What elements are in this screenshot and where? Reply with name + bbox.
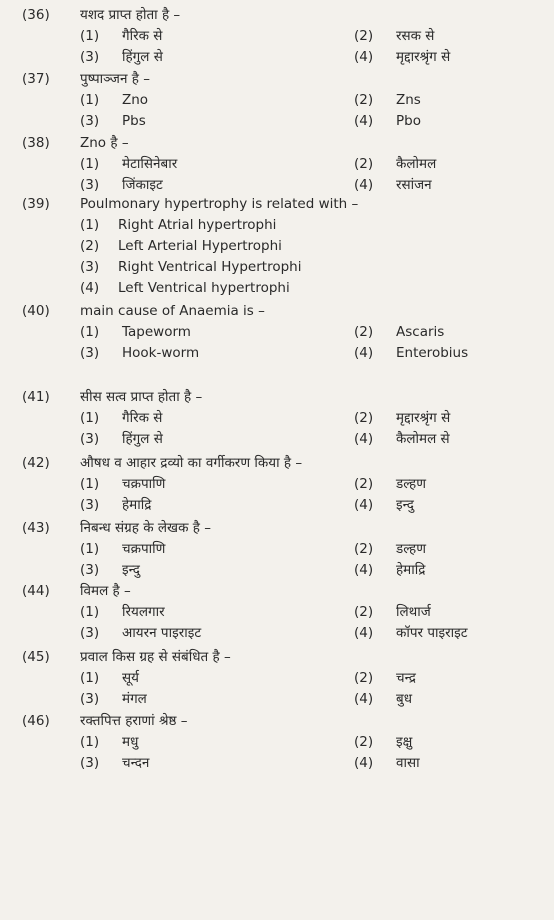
option-text: हेमाद्रि: [122, 497, 152, 513]
option-text: इन्दु: [122, 562, 140, 578]
question-row: [0, 4, 554, 26]
question-text: Zno है –: [80, 135, 129, 151]
option-number: (1): [80, 410, 100, 426]
question-row: [0, 68, 554, 90]
answer-option[interactable]: [80, 602, 165, 623]
option-text: कैलोमल से: [396, 431, 450, 447]
answer-option[interactable]: [80, 668, 139, 689]
option-number: (1): [80, 28, 100, 44]
answer-option[interactable]: [354, 429, 450, 450]
option-number: (4): [354, 177, 374, 193]
option-text: चन्द्र: [396, 670, 416, 686]
answer-option[interactable]: [80, 215, 276, 236]
option-text: Pbs: [122, 113, 146, 129]
question-row: [0, 132, 554, 154]
option-text: वासा: [396, 755, 420, 771]
answer-option[interactable]: [80, 236, 282, 257]
answer-option[interactable]: [354, 668, 416, 689]
answer-option[interactable]: [354, 26, 434, 47]
question-text: यशद प्राप्त होता है –: [80, 7, 181, 23]
option-number: (2): [354, 734, 374, 750]
question-text: विमल है –: [80, 583, 131, 599]
option-number: (1): [80, 541, 100, 557]
option-text: मृद्दारश्रृंग से: [396, 49, 451, 65]
question-number: (42): [22, 455, 50, 471]
answer-option[interactable]: [80, 90, 148, 111]
question-text: main cause of Anaemia is –: [80, 303, 265, 319]
option-text: बुध: [396, 691, 413, 707]
answer-option[interactable]: [80, 408, 162, 429]
answer-option[interactable]: [354, 539, 426, 560]
question-text: Poulmonary hypertrophy is related with –: [80, 196, 359, 212]
option-number: (4): [354, 691, 374, 707]
question-text: सीस सत्व प्राप्त होता है –: [80, 389, 203, 405]
answer-option[interactable]: [354, 753, 420, 774]
option-text: आयरन पाइराइट: [122, 625, 202, 641]
option-text: डल्हण: [396, 476, 426, 492]
option-number: (3): [80, 49, 100, 65]
option-number: (1): [80, 604, 100, 620]
option-text: Ascaris: [396, 324, 445, 340]
option-text: Right Atrial hypertrophi: [118, 217, 277, 233]
question-number: (39): [22, 196, 50, 212]
option-number: (2): [80, 238, 100, 254]
option-text: चक्रपाणि: [122, 541, 166, 557]
answer-option[interactable]: [80, 474, 165, 495]
answer-option[interactable]: [354, 602, 431, 623]
option-text: रियलगार: [122, 604, 165, 620]
question-row: [0, 452, 554, 474]
question-number: (40): [22, 303, 50, 319]
option-text: कॉपर पाइराइट: [396, 625, 468, 641]
option-text: हिंगुल से: [122, 431, 163, 447]
option-number: (1): [80, 156, 100, 172]
option-number: (1): [80, 217, 100, 233]
answer-option[interactable]: [80, 257, 301, 278]
option-text: सूर्य: [122, 670, 139, 686]
question-row: [0, 646, 554, 668]
answer-option[interactable]: [354, 154, 436, 175]
option-number: (3): [80, 755, 100, 771]
option-number: (2): [354, 324, 374, 340]
question-number: (45): [22, 649, 50, 665]
option-number: (2): [354, 476, 374, 492]
answer-option[interactable]: [80, 560, 140, 581]
answer-option[interactable]: [354, 408, 450, 429]
answer-option[interactable]: [354, 47, 450, 68]
option-text: मृद्दारश्रृंग से: [396, 410, 451, 426]
option-text: Zno: [122, 92, 149, 108]
option-text: रसांजन: [396, 177, 432, 193]
option-number: (1): [80, 476, 100, 492]
answer-option[interactable]: [80, 623, 201, 644]
question-number: (46): [22, 713, 50, 729]
question-text: औषध व आहार द्रव्यो का वर्गीकरण किया है –: [80, 455, 303, 471]
option-number: (1): [80, 670, 100, 686]
answer-option[interactable]: [354, 689, 412, 710]
option-text: Zns: [396, 92, 421, 108]
option-number: (2): [354, 410, 374, 426]
question-row: [0, 580, 554, 602]
option-number: (4): [80, 280, 100, 296]
option-number: (1): [80, 324, 100, 340]
answer-option[interactable]: [80, 429, 163, 450]
answer-option[interactable]: [354, 111, 421, 132]
answer-option[interactable]: [80, 322, 191, 343]
option-text: चक्रपाणि: [122, 476, 166, 492]
option-number: (4): [354, 562, 374, 578]
option-number: (4): [354, 113, 374, 129]
option-number: (3): [80, 177, 100, 193]
answer-option[interactable]: [80, 154, 177, 175]
answer-option[interactable]: [80, 278, 290, 299]
option-text: Left Arterial Hypertrophi: [118, 238, 282, 254]
answer-option[interactable]: [354, 623, 468, 644]
option-number: (2): [354, 92, 374, 108]
option-text: लिथार्ज: [396, 604, 431, 620]
option-number: (2): [354, 541, 374, 557]
option-text: रसक से: [396, 28, 435, 44]
option-number: (1): [80, 734, 100, 750]
option-number: (3): [80, 259, 100, 275]
option-text: डल्हण: [396, 541, 426, 557]
answer-option[interactable]: [354, 495, 414, 516]
question-number: (41): [22, 389, 50, 405]
option-text: हेमाद्रि: [396, 562, 426, 578]
answer-option[interactable]: [80, 495, 151, 516]
option-text: Tapeworm: [122, 324, 191, 340]
question-number: (38): [22, 135, 50, 151]
option-text: इन्दु: [396, 497, 414, 513]
question-row: [0, 710, 554, 732]
option-number: (2): [354, 670, 374, 686]
option-number: (4): [354, 49, 374, 65]
question-row: [0, 193, 554, 215]
answer-option[interactable]: [354, 343, 468, 364]
option-number: (3): [80, 625, 100, 641]
question-row: [0, 386, 554, 408]
answer-option[interactable]: [80, 689, 147, 710]
question-text: पुष्पाञ्जन है –: [80, 71, 150, 87]
option-text: Left Ventrical hypertrophi: [118, 280, 290, 296]
answer-option[interactable]: [354, 732, 412, 753]
answer-option[interactable]: [80, 26, 162, 47]
option-text: चन्दन: [122, 755, 150, 771]
option-number: (3): [80, 431, 100, 447]
option-text: गैरिक से: [122, 410, 163, 426]
option-number: (1): [80, 92, 100, 108]
option-number: (3): [80, 691, 100, 707]
option-number: (2): [354, 28, 374, 44]
option-number: (3): [80, 497, 100, 513]
answer-option[interactable]: [354, 322, 444, 343]
option-text: मधु: [122, 734, 139, 750]
option-number: (3): [80, 562, 100, 578]
option-text: मंगल: [122, 691, 147, 707]
answer-option[interactable]: [80, 343, 199, 364]
option-text: कैलोमल: [396, 156, 437, 172]
answer-option[interactable]: [80, 539, 165, 560]
option-text: गैरिक से: [122, 28, 163, 44]
option-text: Pbo: [396, 113, 421, 129]
answer-option[interactable]: [80, 753, 149, 774]
option-text: हिंगुल से: [122, 49, 163, 65]
answer-option[interactable]: [354, 560, 425, 581]
question-number: (44): [22, 583, 50, 599]
option-text: Right Ventrical Hypertrophi: [118, 259, 302, 275]
option-number: (4): [354, 755, 374, 771]
question-number: (37): [22, 71, 50, 87]
option-text: जिंकाइट: [122, 177, 163, 193]
option-text: Hook-worm: [122, 345, 200, 361]
question-row: [0, 517, 554, 539]
option-number: (4): [354, 625, 374, 641]
option-number: (4): [354, 497, 374, 513]
option-text: इक्षु: [396, 734, 413, 750]
answer-option[interactable]: [354, 90, 421, 111]
option-number: (2): [354, 604, 374, 620]
question-text: रक्तपित्त हराणां श्रेष्ठ –: [80, 713, 188, 729]
answer-option[interactable]: [80, 47, 163, 68]
question-text: निबन्ध संग्रह के लेखक है –: [80, 520, 211, 536]
question-row: [0, 300, 554, 322]
question-number: (36): [22, 7, 50, 23]
option-text: Enterobius: [396, 345, 469, 361]
option-number: (3): [80, 113, 100, 129]
option-number: (4): [354, 345, 374, 361]
answer-option[interactable]: [80, 111, 146, 132]
option-number: (3): [80, 345, 100, 361]
option-text: मेटासिनेबार: [122, 156, 178, 172]
option-number: (4): [354, 431, 374, 447]
question-text: प्रवाल किस ग्रह से संबंधित है –: [80, 649, 231, 665]
answer-option[interactable]: [80, 732, 138, 753]
question-number: (43): [22, 520, 50, 536]
answer-option[interactable]: [354, 474, 426, 495]
option-number: (2): [354, 156, 374, 172]
